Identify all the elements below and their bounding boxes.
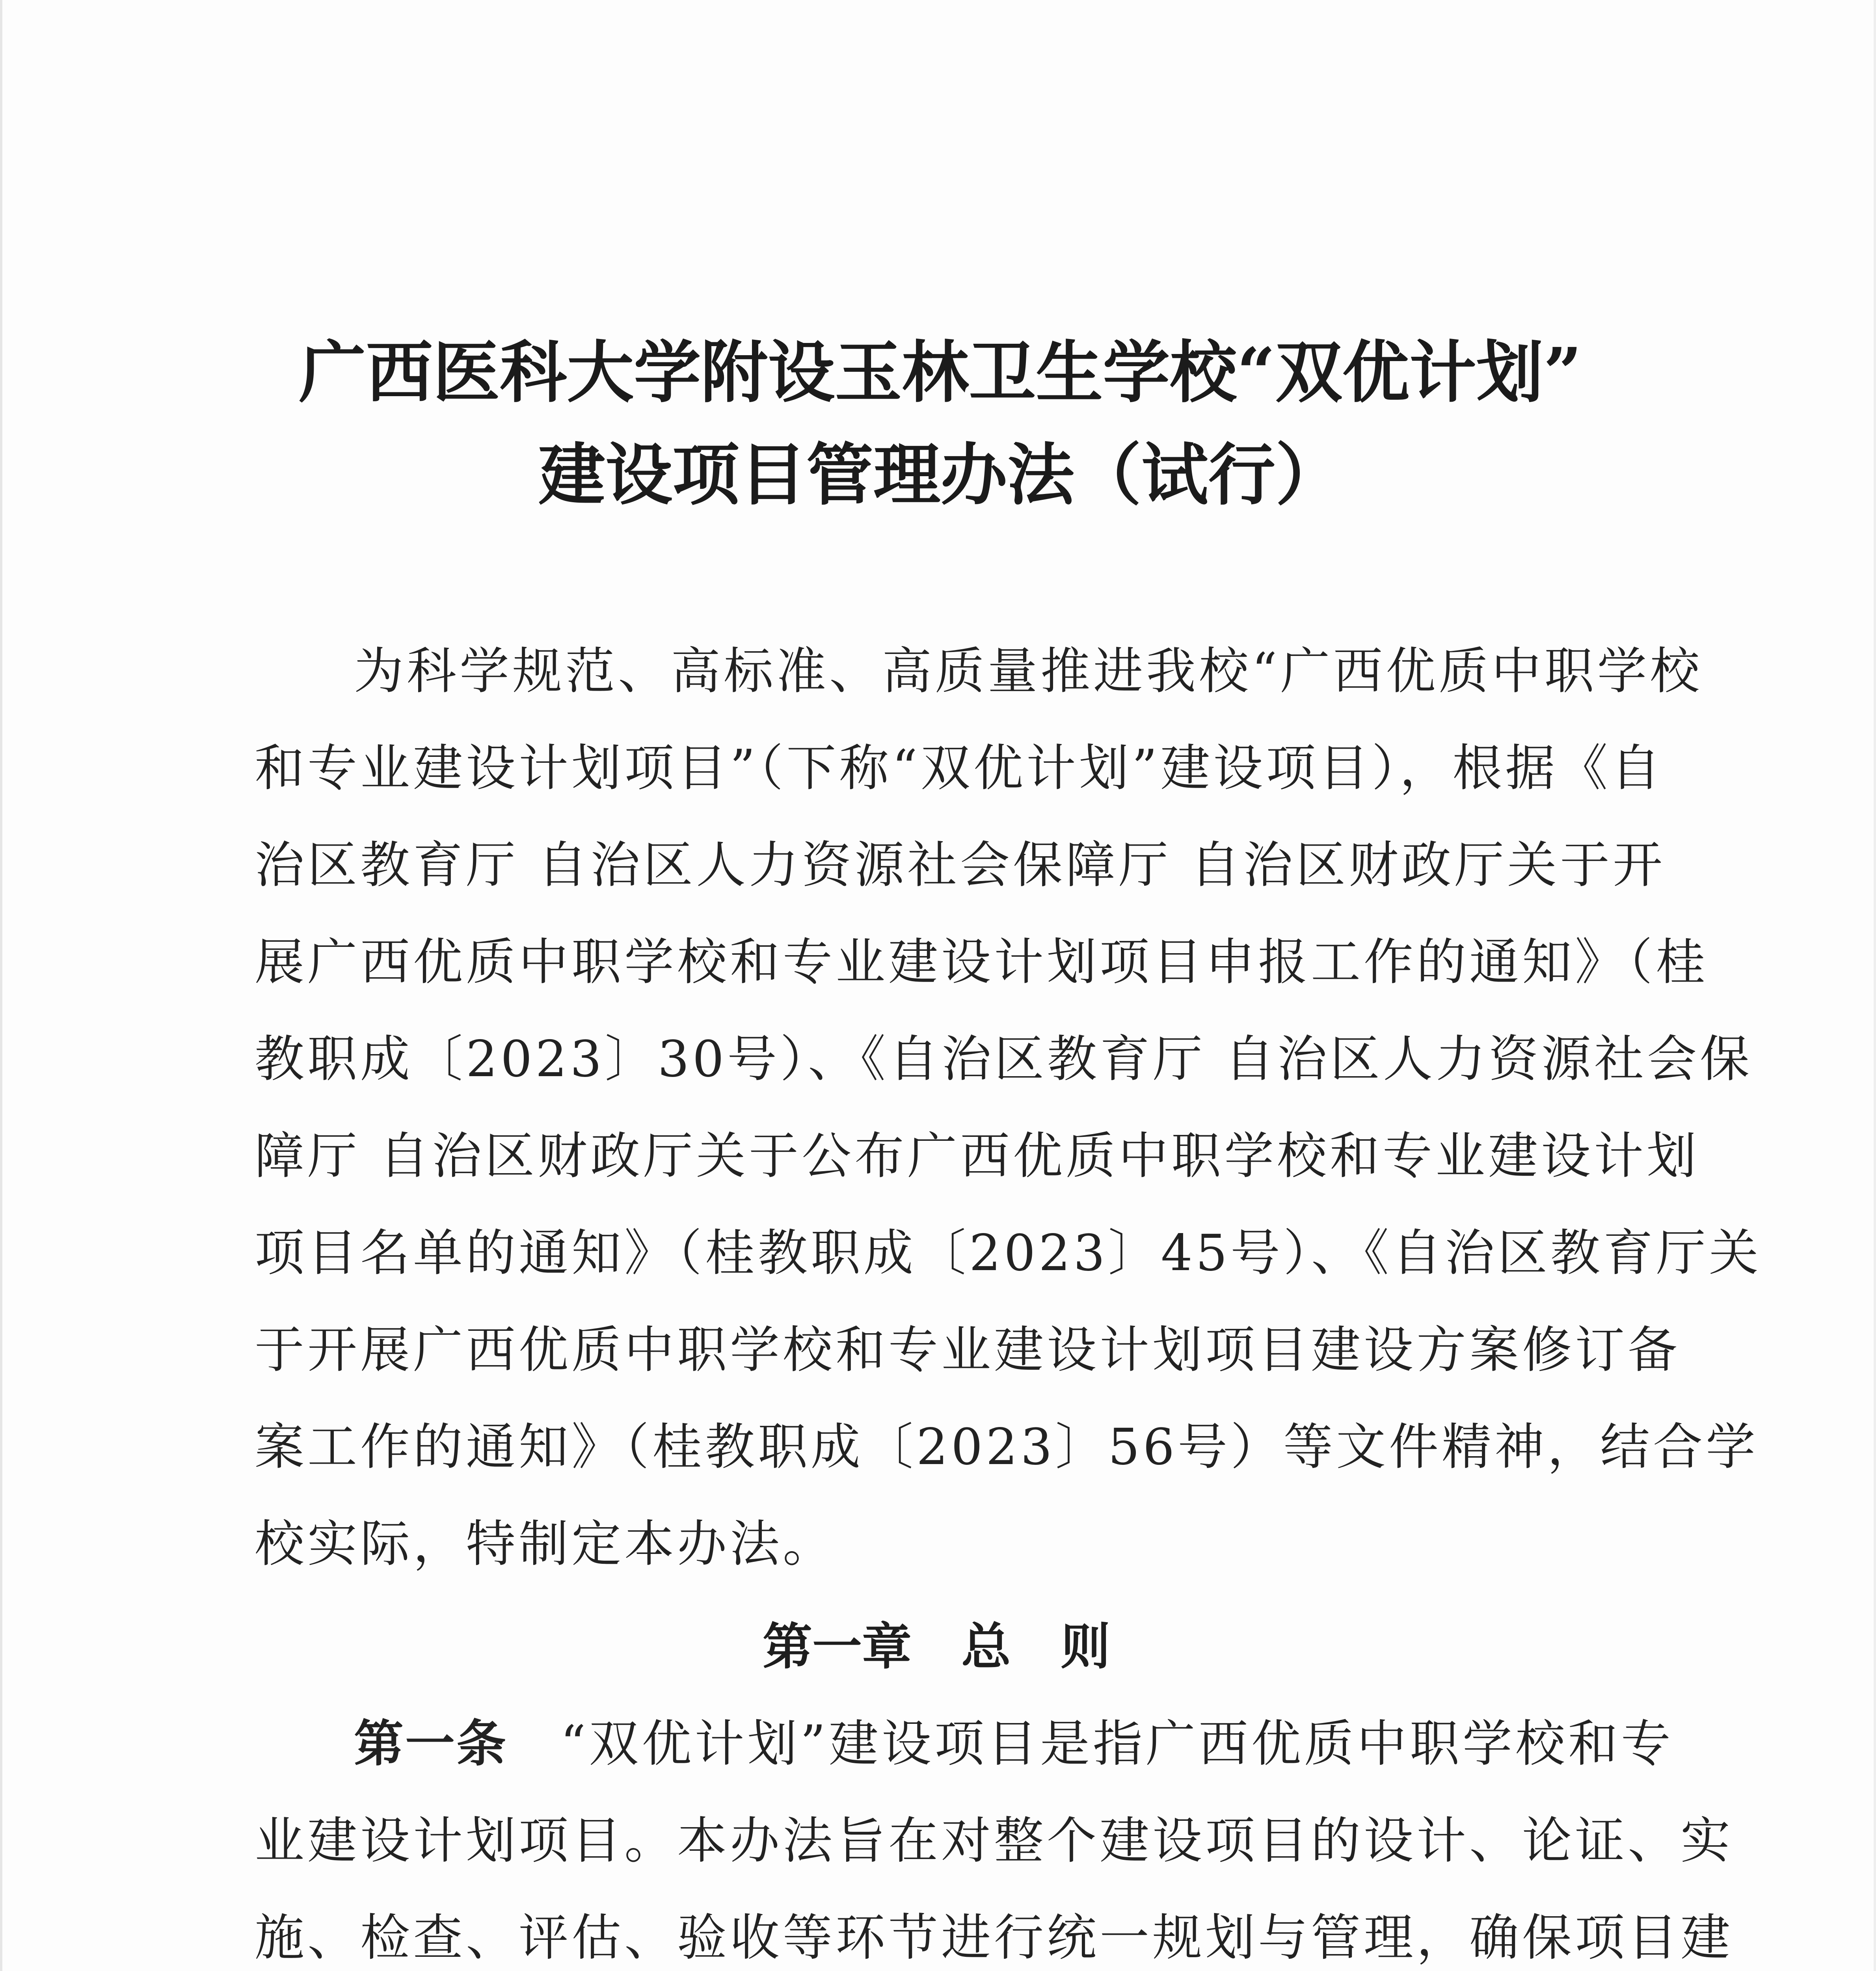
intro-line: 障厅 自治区财政厅关于公布广西优质中职学校和专业建设计划 bbox=[255, 1127, 1700, 1185]
intro-paragraph bbox=[255, 623, 1762, 1593]
intro-line: 于开展广西优质中职学校和专业建设计划项目建设方案修订备 bbox=[255, 1321, 1681, 1379]
intro-line: 治区教育厅 自治区人力资源社会保障厅 自治区财政厅关于开 bbox=[255, 836, 1666, 894]
article-1 bbox=[255, 1695, 1733, 1971]
article-1-line: 业建设计划项目。本办法旨在对整个建设项目的设计、论证、实 bbox=[255, 1812, 1733, 1870]
intro-line: 项目名单的通知》（桂教职成〔2023〕45号）、《自治区教育厅关 bbox=[255, 1224, 1762, 1282]
intro-line: 案工作的通知》（桂教职成〔2023〕56号）等文件精神，结合学 bbox=[255, 1418, 1759, 1476]
document-title-line-2: 建设项目管理办法（试行） bbox=[538, 436, 1342, 514]
intro-line: 和专业建设计划项目”（下称“双优计划”建设项目），根据《自 bbox=[255, 739, 1664, 797]
document-title-line-1: 广西医科大学附设玉林卫生学校“双优计划” bbox=[299, 333, 1582, 412]
article-1-line: 施、检查、评估、验收等环节进行统一规划与管理，确保项目建 bbox=[255, 1909, 1733, 1967]
intro-line: 展广西优质中职学校和专业建设计划项目申报工作的通知》（桂 bbox=[255, 933, 1708, 991]
chapter-heading: 第一章 总 则 bbox=[763, 1618, 1110, 1676]
intro-line: 校实际，特制定本办法。 bbox=[255, 1515, 836, 1573]
intro-line: 为科学规范、高标准、高质量推进我校“广西优质中职学校 bbox=[354, 642, 1703, 700]
article-1-text: “双优计划”建设项目是指广西优质中职学校和专 bbox=[560, 1715, 1674, 1773]
article-1-first-line bbox=[255, 1695, 1674, 1792]
intro-line: 教职成〔2023〕30号）、《自治区教育厅 自治区人力资源社会保 bbox=[255, 1030, 1753, 1088]
article-1-label: 第一条 bbox=[354, 1715, 508, 1773]
